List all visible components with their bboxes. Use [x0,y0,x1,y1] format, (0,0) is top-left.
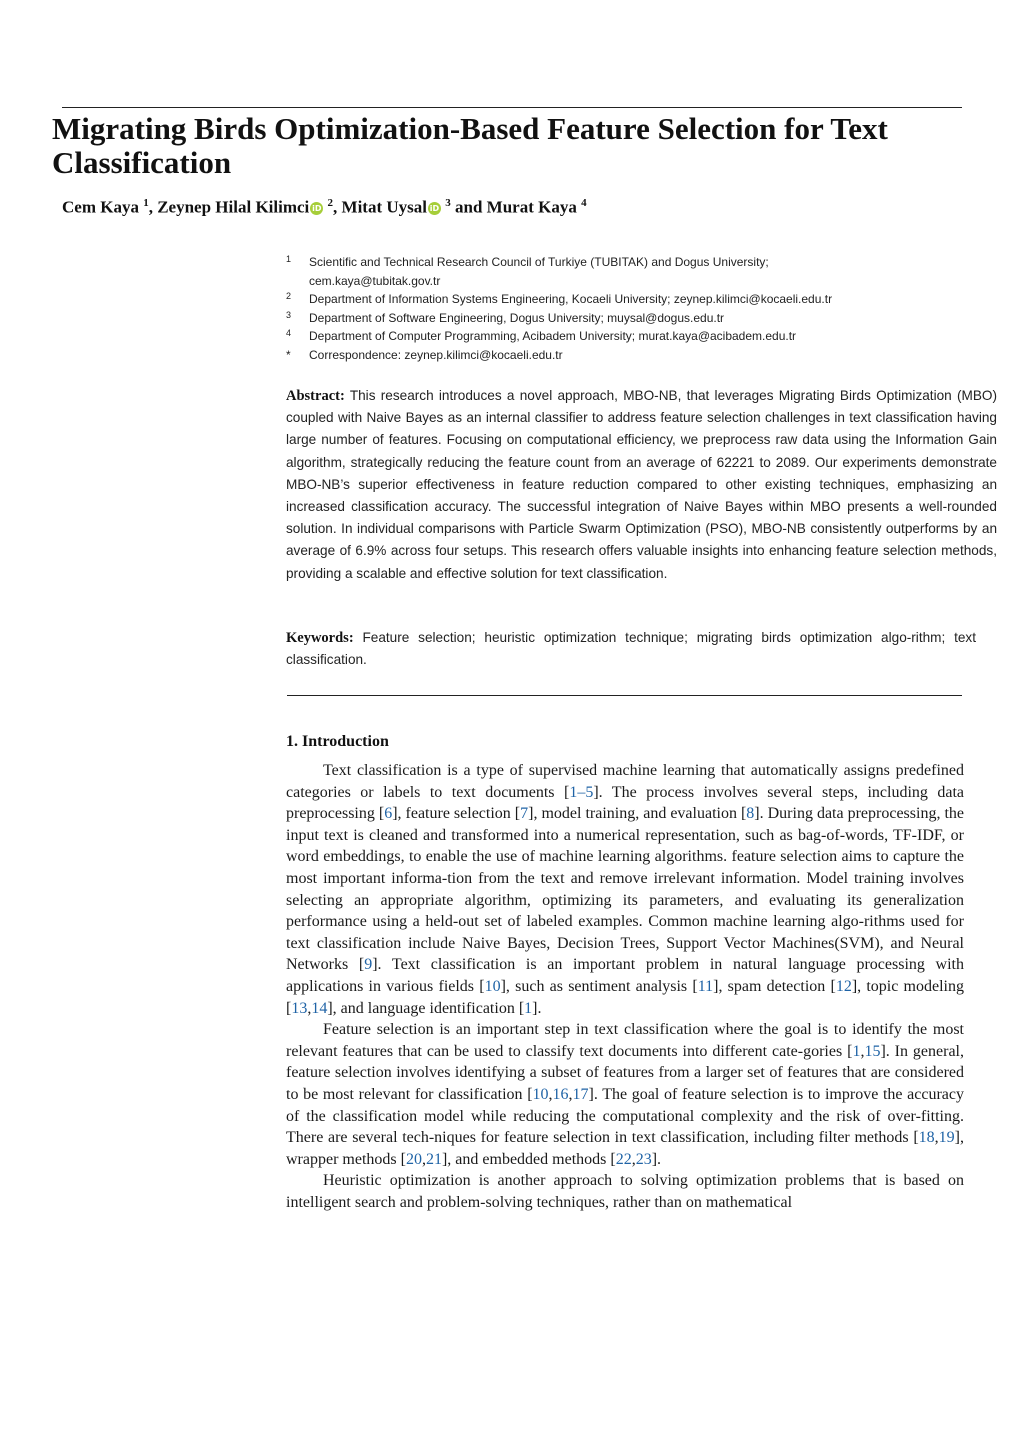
paragraph-text: , [934,1129,939,1147]
paragraph-text: , [421,1150,426,1168]
affiliation-line: cem.kaya@tubitak.gov.tr [309,273,441,288]
orcid-icon[interactable]: iD [312,203,322,213]
paragraph-text: , [860,1042,865,1060]
body-paragraph [286,1170,964,1213]
paragraph-text: ]. Text classification is an important problem in natural language processing with applications in various fields [ [286,956,965,995]
citation-link[interactable]: 1–5 [569,783,594,801]
paragraph-text: ]. The process involves several steps, including data preprocessing [ [286,783,964,823]
citation-link[interactable]: 21 [425,1150,442,1168]
abstract-label: Abstract: [286,388,345,404]
affiliation-line: Scientific and Technical Research Council of Turkiye (TUBITAK) and Dogus University; [309,255,769,269]
author-affiliation-number: 3 [445,197,451,209]
author-separator: , [148,197,158,217]
paragraph-text: ], model training, and evaluation [ [528,805,747,823]
citation-link[interactable]: 10 [532,1085,549,1103]
paragraph-text: , [548,1085,553,1103]
introduction-body [286,760,964,1213]
paragraph-text: ], feature selection [ [392,805,521,823]
affiliation-mark: 1 [286,254,292,264]
citation-link[interactable]: 7 [520,805,529,823]
paragraph-text: ]. [532,999,542,1017]
citation-link[interactable]: 17 [572,1085,589,1103]
affiliation-mark: 4 [286,328,292,338]
paper-title: Migrating Birds Optimization-Based Feature Selection for Text Classification [52,111,888,180]
affiliation-item [286,290,966,309]
author-affiliation-number: 2 [327,197,334,209]
body-paragraph [286,1019,964,1170]
affiliation-mark: * [286,347,291,362]
citation-link[interactable]: 6 [384,805,393,823]
keywords-text: Feature selection; heuristic optimization technique; migrating birds optimization algo-rithm; text classification. [286,630,976,668]
author-separator: , [333,197,342,217]
affiliation-line: Department of Information Systems Engineering, Kocaeli University; zeynep.kilimci@kocaeli.edu.tr [309,292,833,306]
paragraph-text: ]. During data preprocessing, the input text is cleaned and transformed into a numerical representation, such as bag-of-words, TF-IDF, or word embeddings, to enable the use of machine learning algorithms. feature selection aims to capture the most important informa-tion from the text and remove irrelevant information. Model training involves selecting an appropriate algorithm, optimizing its parameters, and evaluating its generalization performance using a held-out set of labeled examples. Common machine learning algo-rithms used for text classification include Naive Bayes, Decision Trees, Support Vector Machines(SVM), and Neural Networks [ [286,805,964,974]
affiliation-item [286,346,966,365]
paragraph-text: ]. In general, feature selection involves identifying a subset of features from a larger set of features that are considered to be most relevant for classification [ [286,1042,964,1103]
citation-link[interactable]: 9 [364,956,373,974]
citation-link[interactable]: 12 [835,977,852,995]
affiliation-item [286,327,966,346]
citation-link[interactable]: 1 [852,1042,861,1060]
paragraph-text: , [568,1085,573,1103]
affiliation-item [286,253,966,290]
paragraph-text: ], such as sentiment analysis [ [500,977,698,995]
abstract-text: This research introduces a novel approach, MBO-NB, that leverages Migrating Birds Optimization (MBO) coupled with Naive Bayes as an internal classifier to address feature selection challenges in text classification having large number of features. Focusing on computational efficiency, we preprocess raw data using the Information Gain algorithm, strategically reducing the feature count from an average of 62221 to 2089. Our experiments demonstrate MBO-NB’s superior effectiveness in feature reduction compared to other existing techniques, emphasizing an increased classification accuracy. The successful integration of Naive Bayes within MBO presents a well-rounded solution. In individual comparisons with Particle Swarm Optimization (PSO), MBO-NB consistently outperforms by an average of 6.9% across four setups. This research offers valuable insights into enhancing feature selection methods, providing a scalable and effective solution for text classification. [286,388,997,581]
citation-link[interactable]: 10 [484,977,501,995]
paragraph-text: ], wrapper methods [ [286,1129,964,1168]
citation-link[interactable]: 20 [405,1150,422,1168]
paragraph-text: ], and embedded methods [ [441,1150,616,1168]
author-affiliation-number: 4 [581,197,587,209]
affiliation-line: Department of Computer Programming, Acibadem University; murat.kaya@acibadem.edu.tr [309,329,797,343]
author-name: Cem Kaya [62,197,139,217]
citation-link[interactable]: 11 [697,977,714,995]
citation-link[interactable]: 23 [635,1150,652,1168]
paragraph-text: ]. [651,1150,662,1168]
author-name: Mitat Uysal [341,197,427,217]
citation-link[interactable]: 19 [938,1129,955,1147]
paragraph-text: Text classification is a type of supervised machine learning that automatically assigns predefined categories or labels to text documents [ [286,762,964,801]
paragraph-text: ], topic modeling [ [286,977,964,1017]
bottom-rule [287,695,962,696]
top-rule [62,107,962,108]
citation-link[interactable]: 22 [615,1150,632,1168]
affiliation-mark: 2 [286,291,292,301]
author-list [62,197,962,218]
author-name: Zeynep Hilal Kilimci [157,197,310,217]
citation-link[interactable]: 18 [918,1129,935,1147]
author-name: Murat Kaya [486,197,577,217]
author-separator: and [450,197,487,217]
author-affiliation-number: 1 [143,197,149,209]
keywords [286,627,976,671]
affiliation-item [286,309,966,328]
affiliation-mark: 3 [286,309,292,320]
paragraph-text: ], and language identification [ [327,999,525,1017]
citation-link[interactable]: 16 [552,1085,569,1103]
citation-link[interactable]: 14 [311,999,328,1017]
paragraph-text: Heuristic optimization is another approach to solving optimization problems that is based on intelligent search and problem-solving techniques, rather than on mathematical [286,1172,964,1211]
paragraph-text: , [307,999,312,1017]
affiliation-line: Department of Software Engineering, Dogus University; muysal@dogus.edu.tr [309,310,725,325]
paragraph-text: , [631,1150,636,1168]
paragraph-text: Feature selection is an important step in text classification where the goal is to identify the most relevant features that can be used to classify text documents into different cate-gories [ [286,1021,964,1060]
affiliation-line: Correspondence: zeynep.kilimci@kocaeli.edu.tr [309,347,563,362]
citation-link[interactable]: 13 [291,999,308,1017]
citation-link[interactable]: 1 [524,999,533,1017]
affiliations [286,253,966,364]
keywords-label: Keywords: [286,630,354,646]
citation-link[interactable]: 15 [864,1042,881,1060]
section-heading: 1. Introduction [286,733,389,750]
paragraph-text: ]. The goal of feature selection is to improve the accuracy of the classification model while reducing the computational complexity and the risk of over-fitting. There are several tech-niques for feature selection in text classification, including filter methods [ [286,1085,964,1147]
paragraph-text: ], spam detection [ [713,977,836,995]
abstract [286,385,997,585]
orcid-icon[interactable]: iD [429,203,440,213]
body-paragraph [286,760,964,1019]
citation-link[interactable]: 8 [746,805,755,823]
